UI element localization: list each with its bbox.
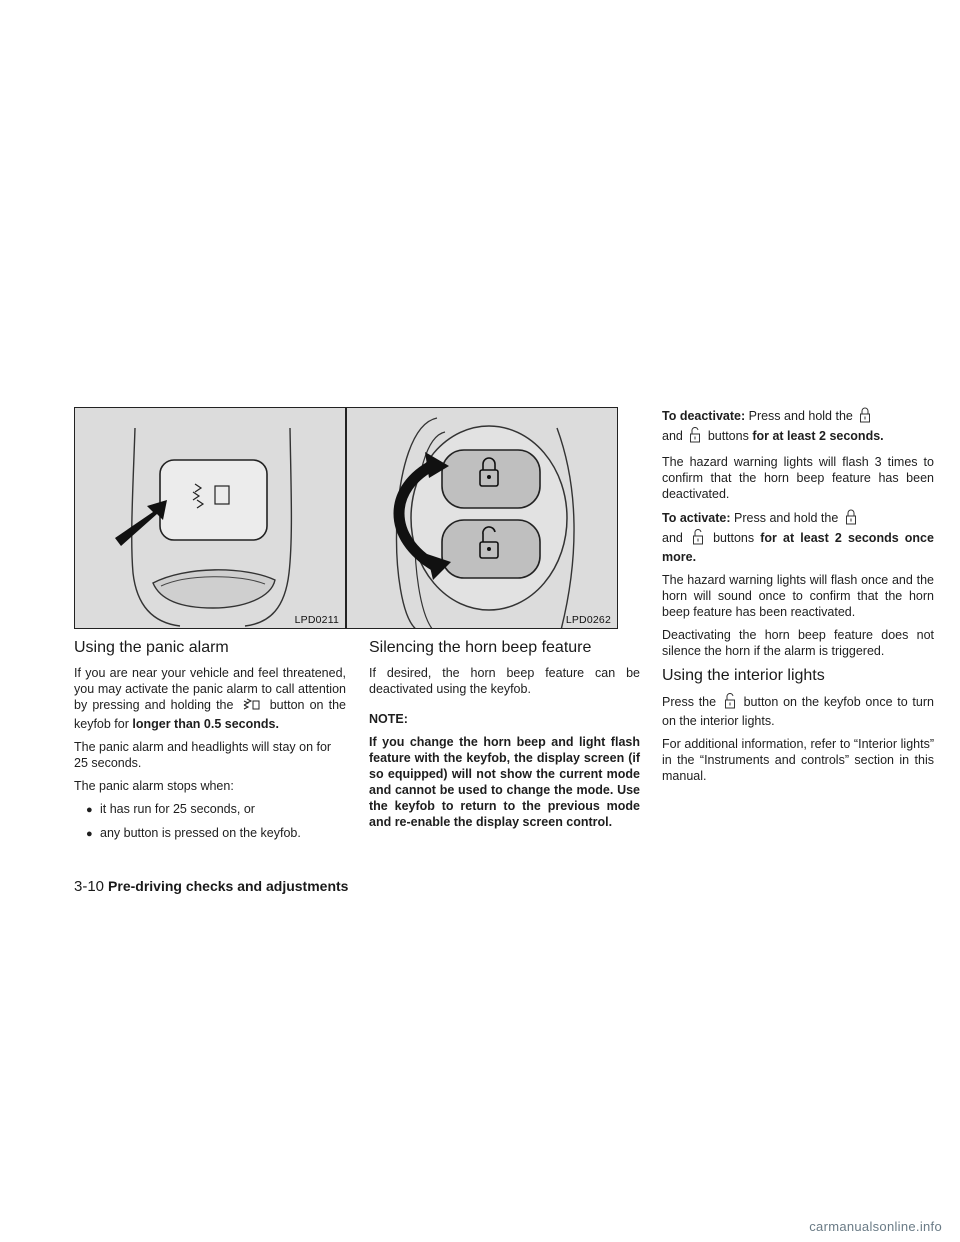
buttons-text: buttons bbox=[713, 531, 755, 545]
activate-confirm: The hazard warning lights will flash once and the horn will sound once to confirm that the horn beep feature has been reactivated. bbox=[662, 573, 934, 619]
note-label-text: NOTE: bbox=[369, 712, 408, 726]
watermark: carmanualsonline.info bbox=[809, 1219, 942, 1234]
heading-panic-alarm: Using the panic alarm bbox=[74, 639, 229, 656]
figure-panic-button bbox=[74, 407, 346, 629]
panic-text-b: button on the keyfob for bbox=[74, 698, 346, 731]
bullet-glyph: ● bbox=[86, 828, 93, 840]
bullet-item bbox=[74, 801, 346, 818]
heading-interior-lights: Using the interior lights bbox=[662, 667, 825, 684]
keyfob-panic-illustration bbox=[75, 408, 346, 629]
press-hold-text: Press and hold the bbox=[734, 511, 839, 525]
deactivate-confirm: The hazard warning lights will flash 3 times to confirm that the horn beep feature has been deactivated. bbox=[662, 455, 934, 501]
alarm-note: Deactivating the horn beep feature does not silence the horn if the alarm is triggered. bbox=[662, 628, 934, 658]
bullet-item bbox=[74, 825, 346, 842]
panic-text-a: If you are near your vehicle and feel threatened, you may activate the panic alarm to call attention by pressing and holding the bbox=[74, 666, 346, 712]
lock-icon bbox=[845, 509, 857, 529]
buttons-text: buttons bbox=[707, 429, 749, 443]
deactivate-duration: for at least 2 seconds. bbox=[752, 429, 884, 443]
column-middle bbox=[369, 638, 640, 837]
deactivate-label: To deactivate: bbox=[662, 409, 746, 423]
heading-horn-beep: Silencing the horn beep feature bbox=[369, 639, 592, 656]
panic-duration: longer than 0.5 seconds. bbox=[132, 717, 279, 731]
column-right bbox=[662, 407, 934, 791]
activate-instruction bbox=[662, 509, 934, 565]
figure-code: LPD0262 bbox=[565, 614, 611, 626]
bullet-text: any button is pressed on the keyfob. bbox=[100, 826, 301, 840]
section-title: Pre-driving checks and adjustments bbox=[108, 878, 349, 894]
interior-light-icon bbox=[724, 693, 736, 713]
page-number: 3-10 bbox=[74, 878, 105, 895]
keyfob-lock-illustration bbox=[347, 408, 618, 629]
panic-paragraph-2: The panic alarm and headlights will stay on for 25 seconds. bbox=[74, 740, 332, 770]
panic-button-icon bbox=[242, 698, 262, 716]
activate-duration: for at least 2 seconds once more. bbox=[662, 531, 934, 564]
note-label bbox=[369, 711, 640, 727]
bullet-glyph: ● bbox=[86, 804, 93, 816]
lights-reference: For additional information, refer to “Interior lights” in the “Instruments and controls” section in this manual. bbox=[662, 737, 934, 783]
lights-instruction bbox=[662, 693, 934, 729]
activate-label: To activate: bbox=[662, 511, 731, 525]
figure-lock-unlock-buttons bbox=[346, 407, 618, 629]
horn-paragraph-1: If desired, the horn beep feature can be deactivated using the keyfob. bbox=[369, 666, 640, 696]
and-text: and bbox=[662, 429, 683, 443]
lock-icon bbox=[859, 407, 871, 427]
press-the-text: Press the bbox=[662, 695, 717, 709]
note-body: If you change the horn beep and light flash feature with the keyfob, the display screen (if so equipped) will not show the current mode and cannot be used to change the mode. Use the keyfob to return to the previous mode and re-enable the display screen control. bbox=[369, 735, 640, 829]
deactivate-instruction bbox=[662, 407, 934, 447]
unlock-icon bbox=[689, 427, 701, 447]
figure-code: LPD0211 bbox=[294, 614, 339, 626]
unlock-icon bbox=[692, 529, 704, 549]
press-hold-text: Press and hold the bbox=[748, 409, 853, 423]
bullet-text: it has run for 25 seconds, or bbox=[100, 802, 255, 816]
note-text bbox=[369, 734, 640, 830]
lights-text: button on the keyfob once to turn on the interior lights. bbox=[662, 695, 934, 728]
page-footer bbox=[74, 878, 348, 895]
column-left bbox=[74, 638, 346, 849]
and-text: and bbox=[662, 531, 683, 545]
panic-paragraph-3: The panic alarm stops when: bbox=[74, 779, 234, 793]
panic-paragraph-1 bbox=[74, 665, 346, 732]
